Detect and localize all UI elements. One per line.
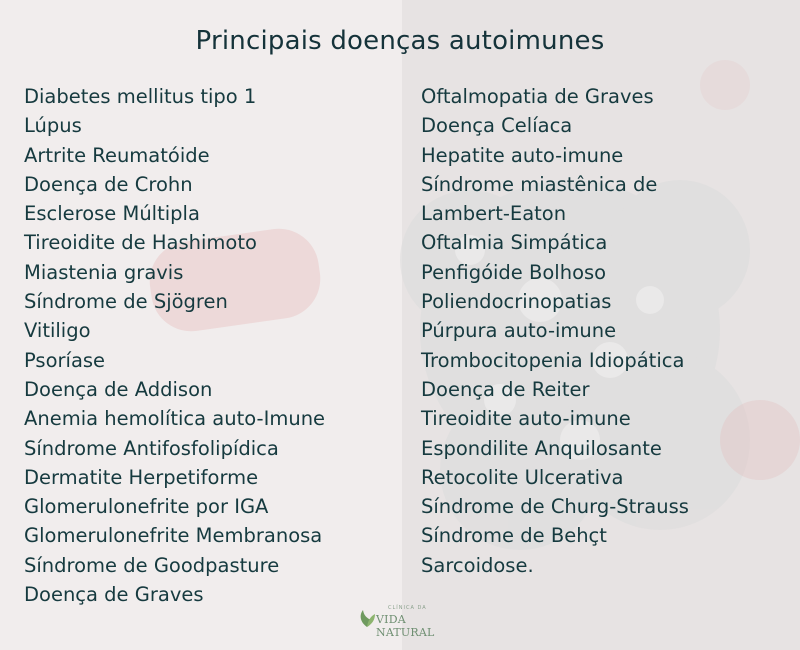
list-item: Síndrome de Churg-Strauss [421,495,689,519]
list-item: Diabetes mellitus tipo 1 [24,85,257,108]
list-item: Tireoidite auto-imune [421,407,631,431]
list-item: Espondilite Anquilosante [421,436,662,460]
list-item: Doença de Addison [24,377,213,401]
list-item: Doença de Graves [24,583,204,607]
page-title: Principais doenças autoimunes [195,26,605,56]
list-item: Penfigóide Bolhoso [421,260,607,284]
list-item: Doença de Reiter [421,377,590,401]
brand-logo [358,602,448,639]
red-cell-shape [720,400,800,480]
list-item: Oftalmopatia de Graves [421,85,654,108]
list-item: Oftalmia Simpática [421,231,608,255]
list-item: Esclerose Múltipla [24,202,200,226]
list-item: Sarcoidose. [421,553,534,577]
list-item: Vitiligo [24,319,91,343]
list-item: Síndrome de Goodpasture [24,553,280,577]
list-item: Miastenia gravis [24,260,184,284]
list-item: Tireoidite de Hashimoto [24,231,257,255]
list-item: Glomerulonefrite por IGA [24,495,269,519]
leaf-icon [358,608,376,628]
list-item: Púrpura auto-imune [421,319,617,343]
list-item: Artrite Reumatóide [24,143,210,167]
logo-name: VIDA NATURAL [376,613,435,639]
disease-list-right [421,82,689,580]
list-item: Poliendocrinopatias [421,290,612,314]
list-item: Dermatite Herpetiforme [24,465,259,489]
list-item: Doença Celíaca [421,114,573,138]
logo-tagline: CLÍNICA DA [388,605,427,611]
list-item: Trombocitopenia Idiopática [421,348,685,372]
list-item: Anemia hemolítica auto-Imune [24,407,326,431]
list-item: Retocolite Ulcerativa [421,465,624,489]
list-item: Síndrome de Sjögren [24,290,228,314]
list-item: Síndrome de Behçt [421,524,607,548]
list-item: Glomerulonefrite Membranosa [24,524,323,548]
list-item: Lúpus [24,114,82,138]
list-item: Doença de Crohn [24,172,193,196]
list-item: Lambert-Eaton [421,202,567,226]
list-item: Hepatite auto-imune [421,143,624,167]
list-item: Psoríase [24,348,106,372]
disease-list-left [24,82,325,609]
list-item: Síndrome miastênica de [421,172,658,196]
list-item: Síndrome Antifosfolipídica [24,436,279,460]
red-cell-shape [700,60,750,110]
